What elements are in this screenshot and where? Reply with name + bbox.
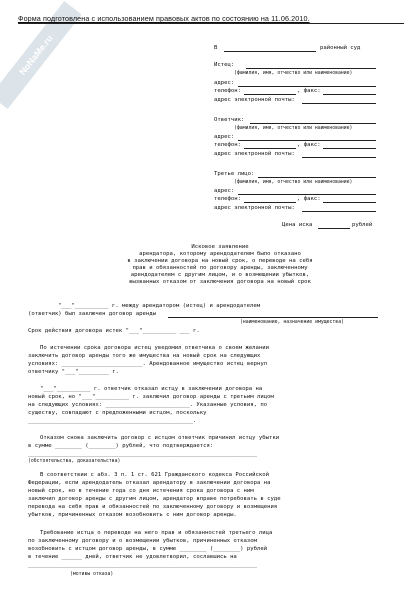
plaintiff-fax-label: , факс:	[297, 88, 321, 94]
damages-evidence-hint: (обстоятельства, доказательства)	[28, 459, 121, 464]
plaintiff-phone-label: телефон:	[214, 88, 241, 94]
form-notice: Форма подготовлена с использованием правовых актов по состоянию на 11.06.2010.	[18, 14, 404, 24]
claim-price-suffix: рублей	[352, 222, 373, 228]
third-party-phone-label: телефон:	[214, 196, 241, 202]
paragraph-line: в сумме ________ (________) рублей, что подтверждается:	[28, 443, 214, 449]
paragraph-line: существу, совпадают с предложенными истцом, поскольку	[28, 410, 207, 416]
third-party-email-line[interactable]	[302, 211, 376, 212]
paragraph-line: Федерации, если арендодатель отказал арендатору в заключении договора на	[28, 480, 271, 486]
defendant-address-label: адрес:	[214, 134, 235, 140]
paragraph-line: "___"__________ г. ответчик отказал истцу в заключении договора на	[40, 386, 263, 392]
court-prefix: В	[214, 45, 218, 51]
plaintiff-fax-line[interactable]	[323, 94, 376, 95]
third-party-address-label: адрес:	[214, 188, 235, 194]
lease-term-sentence: Срок действия договора истек "___"__________ ___ г.	[28, 328, 200, 334]
plaintiff-phone-line[interactable]	[244, 94, 296, 95]
lease-object-hint: (наименование, назначение имущества)	[240, 320, 344, 325]
paragraph-line: _________________________________________________.	[28, 418, 197, 424]
third-party-address-line[interactable]	[238, 194, 376, 195]
plaintiff-email-line[interactable]	[302, 103, 376, 104]
third-party-email-label: адрес электронной почты:	[214, 205, 295, 211]
paragraph-line: перевода на себя прав и обязанностей по заключенному договору и возмещения	[28, 504, 278, 510]
defendant-address-line[interactable]	[238, 140, 376, 141]
defendant-email-label: адрес электронной почты:	[214, 151, 295, 157]
paragraph-line: в течение ______ дней, ответчик не удовлетворил, сославшись на	[28, 554, 237, 560]
paragraph-line: ____________________________________________________________________	[28, 451, 258, 457]
paragraph-line: новый срок, но в течение года со дня истечения срока договора с ним	[28, 488, 254, 494]
claim-price-line[interactable]	[318, 228, 350, 229]
plaintiff-email-label: адрес электронной почты:	[214, 97, 295, 103]
third-party-phone-line[interactable]	[244, 202, 296, 203]
watermark: NoNaMe.ru	[0, 1, 82, 109]
paragraph-line: ____________________________________________________________________	[28, 562, 258, 568]
title-line: Исковое заявление	[191, 244, 249, 250]
third-party-name-hint: (фамилия, имя, отчество или наименование)	[234, 180, 353, 185]
third-party-name-line[interactable]	[258, 177, 376, 178]
defendant-email-line[interactable]	[302, 157, 376, 158]
paragraph-line: Требование истца о переводе на него прав и обязанностей третьего лица	[40, 530, 273, 536]
paragraph-line: ответчику "___"_________ г.	[28, 369, 119, 375]
paragraph-line: возобновить с истцом договор аренды, в сумме ________ (________) рублей	[28, 546, 268, 552]
paragraph-line: заключить договор аренды того же имущества на новый срок на следующих	[28, 353, 261, 359]
plaintiff-name-hint: (фамилия, имя, отчество или наименование)	[234, 71, 353, 76]
paragraph-line: Отказом снова заключить договор с истцом ответчик причинил истцу убытки	[40, 435, 280, 441]
defendant-fax-line[interactable]	[323, 148, 376, 149]
paragraph-line: В соответствии с абз. 3 п. 1 ст. 621 Гражданского кодекса Российской	[40, 472, 270, 478]
defendant-phone-label: телефон:	[214, 142, 241, 148]
title-line: прав и обязанностей по договору аренды, заключенному	[132, 265, 308, 271]
title-line: арендодателем с другим лицом, и о возмещении убытков,	[130, 272, 310, 278]
defendant-name-line[interactable]	[250, 123, 376, 124]
title-line: вызванных отказом от заключения договора на новый срок	[129, 279, 311, 285]
claim-price-label: Цена иска	[282, 222, 313, 228]
defendant-phone-line[interactable]	[244, 148, 296, 149]
plaintiff-address-line[interactable]	[238, 86, 376, 87]
plaintiff-label: Истец:	[214, 62, 235, 68]
paragraph-line: на следующих условиях: _________________________. Указанные условия, по	[28, 402, 268, 408]
defendant-fax-label: , факс:	[297, 142, 321, 148]
court-name-line[interactable]	[224, 51, 316, 52]
refusal-reasons-hint: (мотивы отказа)	[70, 572, 114, 577]
third-party-label: Третье лицо:	[214, 171, 255, 177]
paragraph-line: По истечении срока договора истец уведомил ответчика о своем желании	[40, 345, 270, 351]
third-party-fax-label: , факс:	[297, 196, 321, 202]
plaintiff-name-line[interactable]	[246, 68, 376, 69]
paragraph-line: убытков, причиненных отказом возобновить с ним договор аренды.	[28, 512, 237, 518]
paragraph-line: заключил договор аренды с другим лицом, арендатор вправе потребовать в суде	[28, 496, 281, 502]
title-line: арендатора, которому арендодателем было отказано	[139, 251, 301, 257]
third-party-fax-line[interactable]	[323, 202, 376, 203]
lease-object-sentence: (ответчик) был заключен договор аренды	[28, 311, 156, 317]
paragraph-line: по заключенному договору и о возмещении убытков, причиненных отказом	[28, 538, 258, 544]
paragraph-line: условиях: ________________________. Арендованное имущество истец вернул	[28, 361, 268, 367]
lease-date-sentence: "___"__________ г. между арендатором (истец) и арендодателем	[58, 303, 261, 309]
defendant-label: Ответчик:	[214, 117, 245, 123]
title-line: в заключении договора на новый срок, о переводе на себя	[127, 258, 313, 264]
plaintiff-address-label: адрес:	[214, 80, 235, 86]
lease-object-line[interactable]	[168, 317, 378, 318]
paragraph-line: новый срок, но "___"__________ г. заключил договор аренды с третьим лицом	[28, 394, 274, 400]
defendant-name-hint: (фамилия, имя, отчество или наименование)	[234, 126, 353, 131]
court-suffix: районный суд	[320, 45, 361, 51]
